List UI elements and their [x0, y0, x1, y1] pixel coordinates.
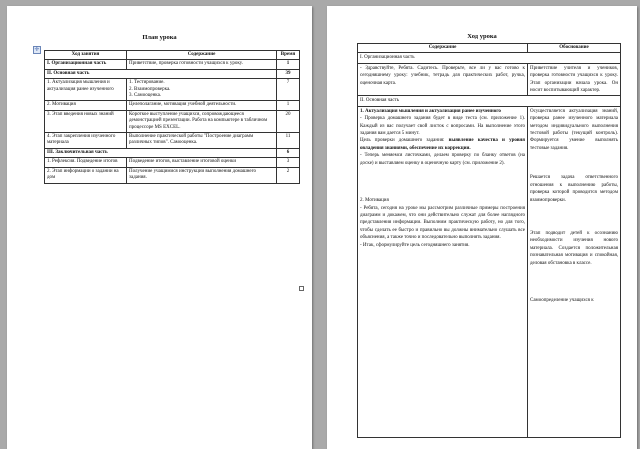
section-title: II. Основная часть: [358, 96, 621, 106]
section-row: [358, 53, 621, 63]
table-row: II. Основная часть 39: [45, 69, 300, 78]
lesson-plan-title: План урока: [142, 34, 177, 41]
table-row: - Здравствуйте, Ребята. Садитесь. Проверьте, все ли у вас готово к сегодняшнему уроку: учебник, тетрадь для практических работ, ручка, оценочная карта. Приветствие учителя и учеников, проверка готовности учащихся к уроку. Этап организации начала урока. Он носит воспитывающий характер.: [358, 63, 621, 96]
table-header-row: [45, 51, 300, 60]
table-row: 1. Рефлексия. Подведение итогов Подведение итогов, выставление итоговой оценки 3: [45, 158, 300, 167]
header-rationale: Обоснование: [528, 44, 621, 53]
table-resize-icon[interactable]: [299, 286, 304, 291]
table-row: 2. Мотивация Целеполагание, мотивация учебной деятельности. 1: [45, 101, 300, 110]
document-page-2: [327, 6, 637, 449]
table-row: III. Заключительная часть 6: [45, 148, 300, 157]
section-title: I. Организационная часть: [358, 53, 621, 63]
table-row: 1. Актуализация мышления и актуализация ранее изученного 1. Тестирование. 2. Взаимопроверка. 3. Самооценка. 7: [45, 79, 300, 101]
header-time: Время: [277, 51, 300, 60]
section-row: [358, 96, 621, 106]
table-row: I. Организационная часть Приветствие, проверка готовности учащихся к уроку. 1: [45, 60, 300, 69]
table-row: 3. Этап введения новых знаний Короткое выступление учащихся, сопровождающееся демонстрацией презентации. Работа на компьютере в табличном процессоре MS EXCEL. 20: [45, 110, 300, 132]
header-content: Содержание: [358, 44, 528, 53]
table-row: 4. Этап закрепления изученного материала Выполнение практической работы "Построение диаграмм различных типов". Самооценка. 11: [45, 133, 300, 149]
document-page-1: [7, 6, 312, 449]
table-row: 2. Этап информации о задании на дом Получение учащимися инструкции выполнения домашнего задания. 2: [45, 167, 300, 183]
header-content: Содержание: [127, 51, 277, 60]
table-row: 1. Актуализация мышления и актуализация ранее изученного - Проверка домашнего задания будет в виде теста (см. приложение 1). Каждый из вас получает свой листок с вопросами. На выполнение этого задания вам дается 5 минут. Цель проверки домашнего задания: выявление качества и уровня овладения знаниями, обеспечение их коррекции. - Теперь меняемся листочками, делаем проверку по бланку ответов (на доске) и выставляем оценку в оценочную карту (см. приложение 2). 2. Мотивация - Ребята, сегодня на уроке мы рассмотрим различные примеры построения диаграмм и докажем, что они действительно служат для более наглядного представления информации. Выполним практическую работу, но для того, чтобы сделать ее быстро и правильно вы должны внимательно слушать все объяснения, а также точно и последовательно выполнять задания. - Итак, сформулируйте цель сегодняшнего занятия. Осуществляется актуализация знаний, проверка ранее изученного материала методом индивидуального выполнения тестовой работы (текущий контроль). Формируется умение выполнять тестовые задания. Решается задача ответственного отношения к выполнению работы, проверка которой проводится методом взаимопроверки. Этап подводит детей к осознанию необходимости изучения нового материала. Создается положительная познавательная мотивация и спокойная, деловая обстановка в классе. Самоопределение учащихся к: [358, 106, 621, 437]
lesson-progress-title: Ход урока: [467, 33, 497, 40]
header-stage: Ход занятия: [45, 51, 127, 60]
table-header-row: [358, 44, 621, 53]
lesson-plan-table: [44, 50, 300, 184]
lesson-progress-table: [357, 43, 621, 438]
table-move-icon[interactable]: ✛: [34, 46, 40, 53]
